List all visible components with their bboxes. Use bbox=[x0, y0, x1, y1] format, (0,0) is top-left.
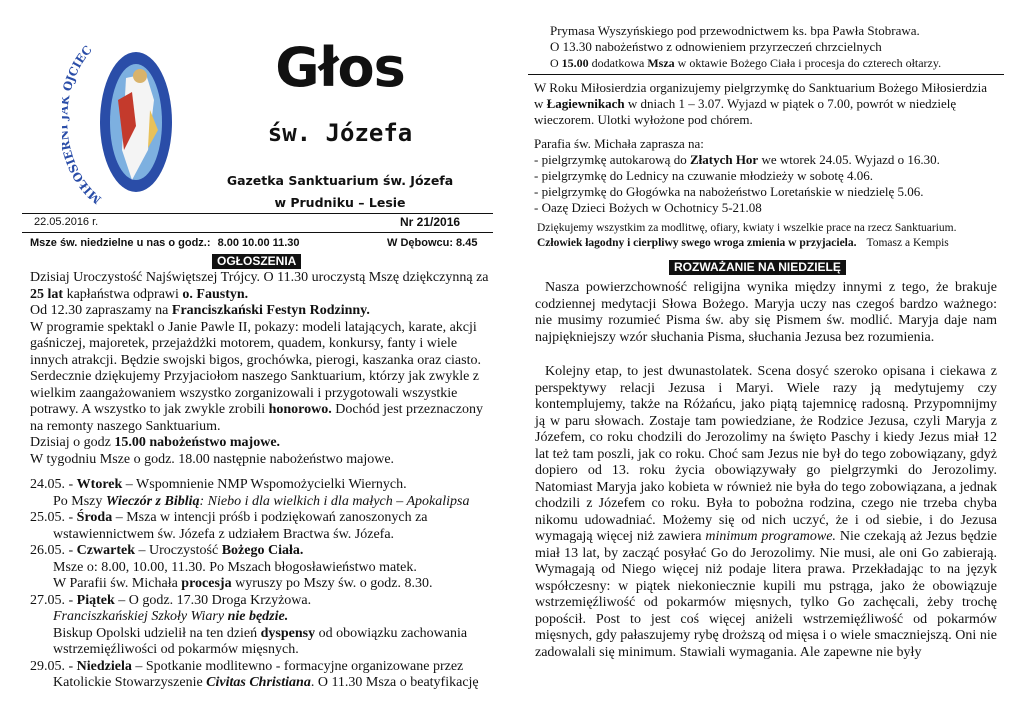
logo bbox=[62, 30, 180, 208]
list-item: - pielgrzymkę autokarową do Złatych Hor we wtorek 24.05. Wyjazd o 16.30. bbox=[534, 152, 940, 167]
michal-invitations: Parafia św. Michała zaprasza na: - pielgrzymkę autokarową do Złatych Hor we wtorek 24.05. Wyjazd o 16.30. - pielgrzymkę do Lednicy na czuwanie młodzieży w sobotę 4.06. - pielgrzymkę do Głogówka na nabożeństwo Loretańskie w niedzielę 5.06. - Oazę Dzieci Bożych w Ochotnicy 5-21.08 bbox=[534, 136, 1004, 216]
issue-number: Nr 21/2016 bbox=[400, 215, 461, 229]
list-item: - pielgrzymkę do Głogówka na nabożeństwo Loretańskie w niedzielę 5.06. bbox=[534, 184, 924, 199]
gazette-name: Gazetka Sanktuarium św. Józefa w Prudniku – Lesie bbox=[226, 173, 454, 210]
sunday-continuation: Prymasa Wyszyńskiego pod przewodnictwem ks. bpa Pawła Stobrawa. O 13.30 nabożeństwo z odnowieniem przyrzeczeń chrzcielnych O 15.00 dodatkowa Msza w oktawie Bożego Ciała i procesja do czterech ołtarzy. bbox=[550, 23, 942, 70]
header-divider bbox=[22, 213, 493, 214]
reflection-paragraph-2: Kolejny etap, to jest dwunastolatek. Scena dosyć szeroko opisana i ciekawa z perspektywy relacji Jezusa i Maryi. Wiele razy ją medytujemy czy kontemplujemy, także na Różańcu, jako piątą tajemnicę radosną. Przypomnijmy ją w paru słowach. Zostaje tam powiedziane, że Rodzice Jezusa, czyli Maryja z Józefem, co roku chodzili do Jerozolimy na święto Paschy i kiedy Jezus miał 12 lat też tam poszli, jak co roku. Choć sam Jezus nie był do tego zobowiązany, gdyż dopiero od 13. roku życia obowiązywały go pielgrzymki do Jerozolimy. Natomiast Maryja jako kobieta w również nie była do tego zobowiązana, a jednak chodzili z Józefem co roku. Była to pobożna rodzina, czego nie trzeba chyba nikomu udowadniać. Możemy się od nich uczyć, że i od siebie, i do Jezusa wymagają więcej niż zawiera minimum programowe. Nie czekają aż Jezus będzie miał 13 lat, by zacząć posyłać Go do Jerozolimy. Nie musi, ale oni Go zabierają. Wymagają od Niego więcej niż podaje litera prawa. Przekładając to na język współczesny: w piątek niekoniecznie kupili mu pstrąga, jako że obowiązuje wstrzemięźliwość od pokarmów mięsnych, tylko Go zachęcali, żeby trochę popościł. Post to jest coś więcej aniżeli wstrzemięźliwość od pokarmów mięsnych, gdy pałaszujemy rybę droższą od mięsa i o wiele smaczniejszą. Oni nie zadowalali się minimum. Stawiali wymagania. Ale zapewne nie były bbox=[535, 364, 997, 660]
list-item: 29.05. - Niedziela – Spotkanie modlitewno - formacyjne organizowane przez bbox=[30, 658, 464, 674]
list-item: 25.05. - Środa – Msza w intencji próśb i podziękowań zanoszonych za bbox=[30, 510, 428, 525]
reflection-paragraph-1: Nasza powierzchowność religijna wynika między innymi z tego, że brakuje codziennej medytacji Słowa Bożego. Maryja uczy nas czegoś bardzo ważnego: nie musimy rozumieć Pisma św. aby się Pismem św. modlić. Maryja daje nam najpiękniejszy wzór słuchania Pisma, słuchania Jezusa bez rozumienia. bbox=[535, 280, 997, 345]
thanks-note: Dziękujemy wszystkim za modlitwę, ofiary, kwiaty i wszelkie prace na rzecz Sanktuarium. Człowiek łagodny i cierpliwy swego wroga zmienia w przyjaciela. Tomasz a Kempis bbox=[537, 222, 957, 249]
announcement-paragraph: Dzisiaj Uroczystość Najświętszej Trójcy. O 11.30 uroczystą Mszę dziękczynną za 25 lat kapłaństwa odprawi o. Faustyn. Od 12.30 zapraszamy na Franciszkański Festyn Rodzinny. W programie spektakl o Janie Pawle II, pokazy: modeli latających, karate, akcji gaśniczej, majoretek, przejażdżki motorem, quadem, konkursy, fanty i wiele innych atrakcji. Będzie swojski bigos, grochówka, pierogi, kaszanka oraz ciasto. Serdecznie dziękujemy Przyjaciołom naszego Sanktuarium, którzy jak zwykle z wielkim zaangażowaniem wszystko zorganizowali i przygotowali wszystkie potrawy. A wszystko to jak zwykle zrobili honorowo. Dochód jest przeznaczony na remonty naszego Sanktuarium. Dzisiaj o godz 15.00 nabożeństwo majowe. W tygodniu Msze o godz. 18.00 następnie nabożeństwo majowe. bbox=[30, 270, 489, 467]
logo-text: MIŁOSI JCIEC bbox=[62, 42, 104, 207]
list-item: 27.05. - Piątek – O godz. 17.30 Droga Krzyżowa. bbox=[30, 592, 312, 608]
reflection-banner: ROZWAŻANIE NA NIEDZIELĘ bbox=[669, 260, 846, 275]
masses-info: Msze św. niedzielne u nas o godz.: 8.00 10.00 11.30 bbox=[30, 237, 300, 249]
list-item: 24.05. - Wtorek – Wspomnienie NMP Wspomożycielki Wiernych. bbox=[30, 477, 407, 492]
page-title: Głos bbox=[275, 36, 405, 99]
pilgrimage-paragraph: W Roku Miłosierdzia organizujemy pielgrzymkę do Sanktuarium Bożego Miłosierdzia w Łagiewnikach w dniach 1 – 3.07. Wyjazd w piątek o 7.00, powrót w niedzielę wieczorem. Ulotki wyłożone pod chórem. bbox=[534, 80, 987, 127]
debowiec-info: W Dębowcu: 8.45 bbox=[387, 237, 478, 249]
header-divider-2 bbox=[22, 232, 493, 233]
list-item: - pielgrzymkę do Lednicy na czuwanie młodzieży w sobotę 4.06. bbox=[534, 168, 873, 183]
page-subtitle: św. Józefa bbox=[267, 119, 413, 147]
weekly-schedule: 24.05. - Wtorek – Wspomnienie NMP Wspomożycielki Wiernych. Po Mszy Wieczór z Biblią: Niebo i dla wielkich i dla małych – Apokalipsa 25.05. - Środa – Msza w intencji próśb i podziękowań zanoszonych za wstawiennictwem św. Józefa z udziałem Bractwa św. Józefa. 26.05. - Czwartek – Uroczystość Bożego Ciała. Msze o: 8.00, 10.00, 11.30. Po Mszach błogosławieństwo matek. W Parafii św. Michała procesja wyruszy po Mszy św. o godz. 8.30. 27.05. - Piątek – O godz. 17.30 Droga Krzyżowa. Franciszkańskiej Szkoły Wiary nie będzie. Biskup Opolski udzielił na ten dzień dyspensy od obowiązku zachowania wstrzemięźliwości od pokarmów mięsnych. 29.05. - Niedziela – Spotkanie modlitewno - formacyjne organizowane przez Katolickie Stowarzyszenie Civitas Christiana. O 11.30 Msza o beatyfikację bbox=[30, 477, 500, 692]
list-item: - Oazę Dzieci Bożych w Ochotnicy 5-21.08 bbox=[534, 200, 762, 215]
announcements-banner: OGŁOSZENIA bbox=[212, 254, 301, 269]
list-item: 26.05. - Czwartek – Uroczystość Bożego Ciała. bbox=[30, 543, 304, 558]
issue-date: 22.05.2016 r. bbox=[34, 216, 99, 228]
section-divider bbox=[528, 74, 1004, 75]
